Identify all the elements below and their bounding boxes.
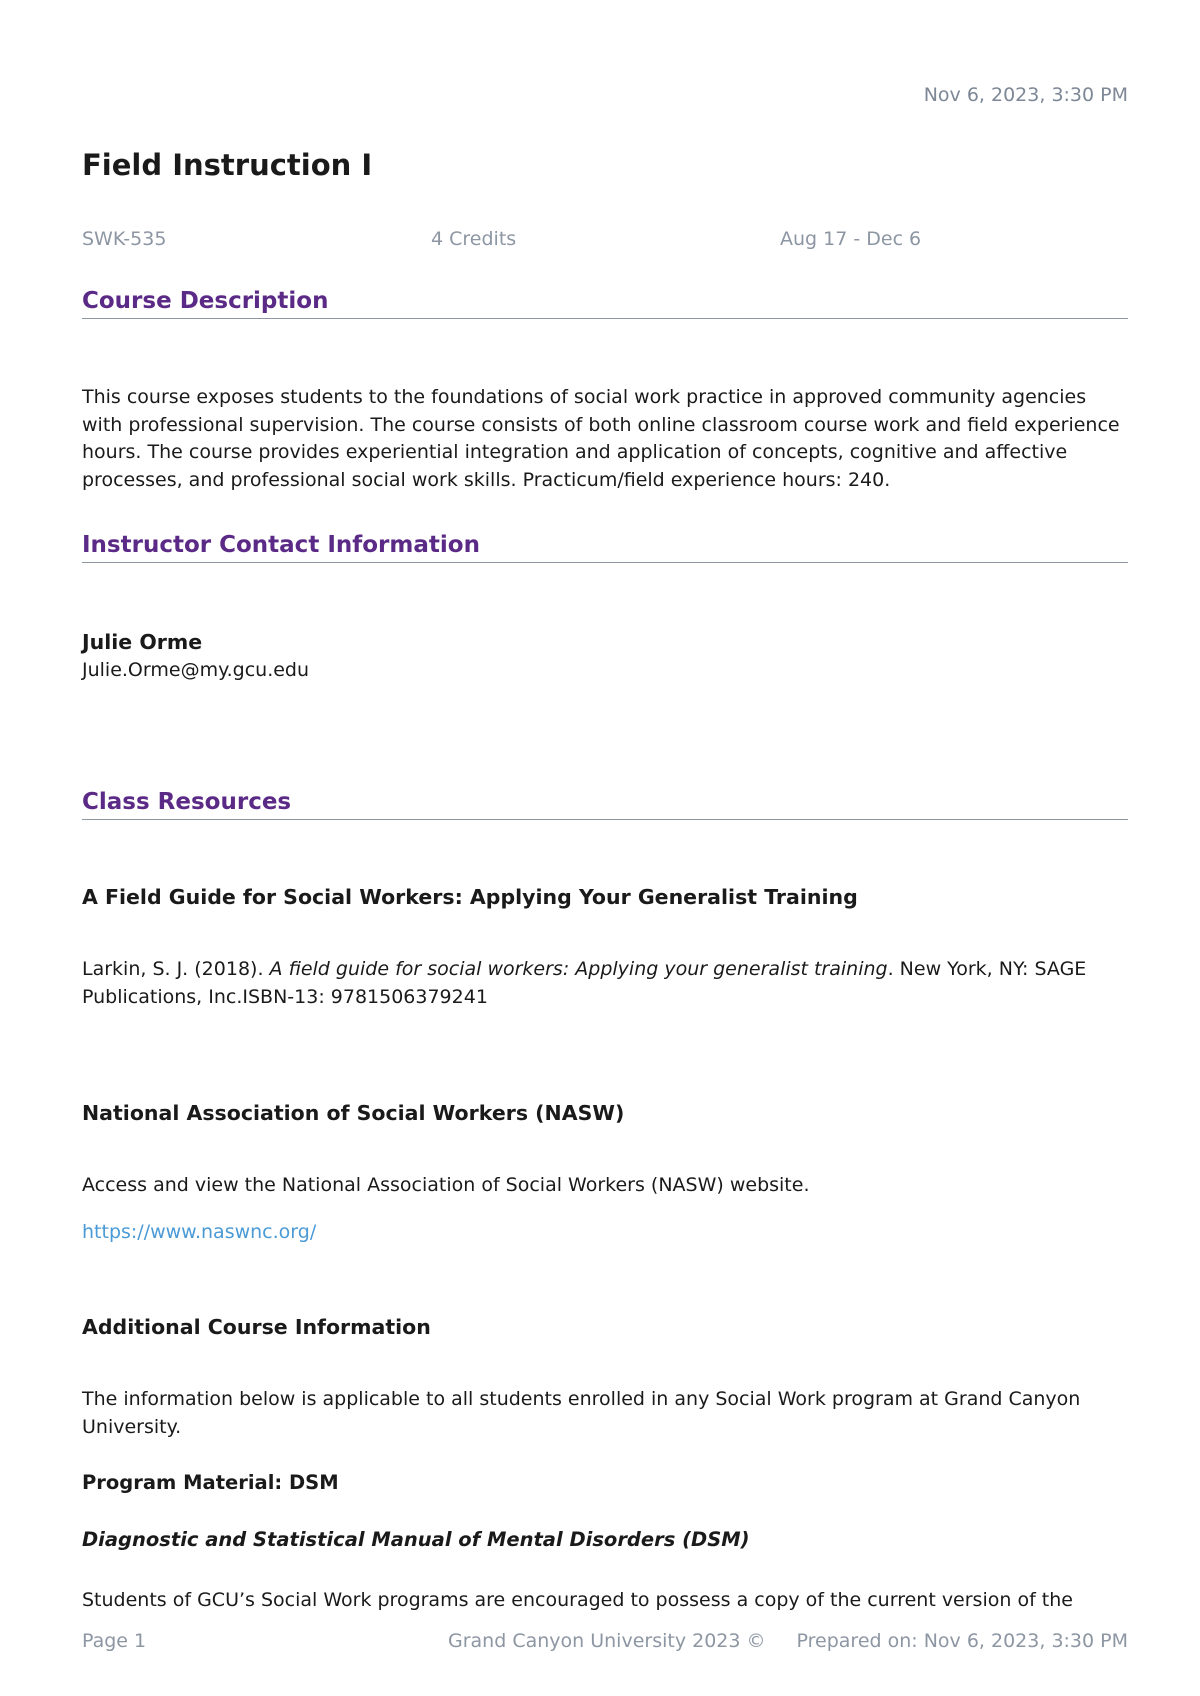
course-description-heading: Course Description (82, 286, 1128, 319)
program-material-label: Program Material: DSM (82, 1471, 339, 1494)
course-credits: 4 Credits (431, 228, 517, 250)
course-code: SWK-535 (82, 228, 167, 250)
book-title: A Field Guide for Social Workers: Applying Your Generalist Training (82, 885, 858, 909)
footer-page-number: Page 1 (82, 1630, 147, 1652)
citation-publisher: . New York, NY: SAGE Publications, Inc.ISBN-13: 9781506379241 (82, 958, 1087, 1008)
course-title: Field Instruction I (82, 148, 373, 182)
class-resources-heading: Class Resources (82, 787, 1128, 820)
additional-info-title: Additional Course Information (82, 1315, 431, 1339)
course-description-text: This course exposes students to the foundations of social work practice in approved community agencies with professional supervision. The course consists of both online classroom course work and field experience hours. The course provides experiential integration and application of concepts, cognitive and affective processes, and professional social work skills. Practicum/field experience hours: 240. (82, 386, 1120, 491)
citation-authors: Larkin, S. J. (2018). (82, 958, 270, 980)
dsm-text: Students of GCU’s Social Work programs are encouraged to possess a copy of the current version of the (82, 1589, 1073, 1611)
nasw-description: Access and view the National Association of Social Workers (NASW) website. (82, 1174, 810, 1196)
book-citation (82, 956, 1128, 1011)
nasw-title: National Association of Social Workers (NASW) (82, 1101, 625, 1125)
instructor-name: Julie Orme (82, 630, 203, 654)
nasw-link[interactable]: https://www.naswnc.org/ (82, 1221, 317, 1243)
print-timestamp: Nov 6, 2023, 3:30 PM (923, 84, 1128, 106)
course-dates: Aug 17 - Dec 6 (780, 228, 922, 250)
instructor-contact-heading: Instructor Contact Information (82, 530, 1128, 563)
footer-prepared-on: Prepared on: Nov 6, 2023, 3:30 PM (796, 1630, 1128, 1652)
citation-title: A field guide for social workers: Applying your generalist training (269, 958, 888, 980)
dsm-title: Diagnostic and Statistical Manual of Mental Disorders (DSM) (82, 1528, 750, 1551)
instructor-email: Julie.Orme@my.gcu.edu (82, 659, 310, 681)
footer-copyright: Grand Canyon University 2023 © (448, 1630, 766, 1652)
additional-info-text: The information below is applicable to all students enrolled in any Social Work program at Grand Canyon University. (82, 1388, 1081, 1438)
